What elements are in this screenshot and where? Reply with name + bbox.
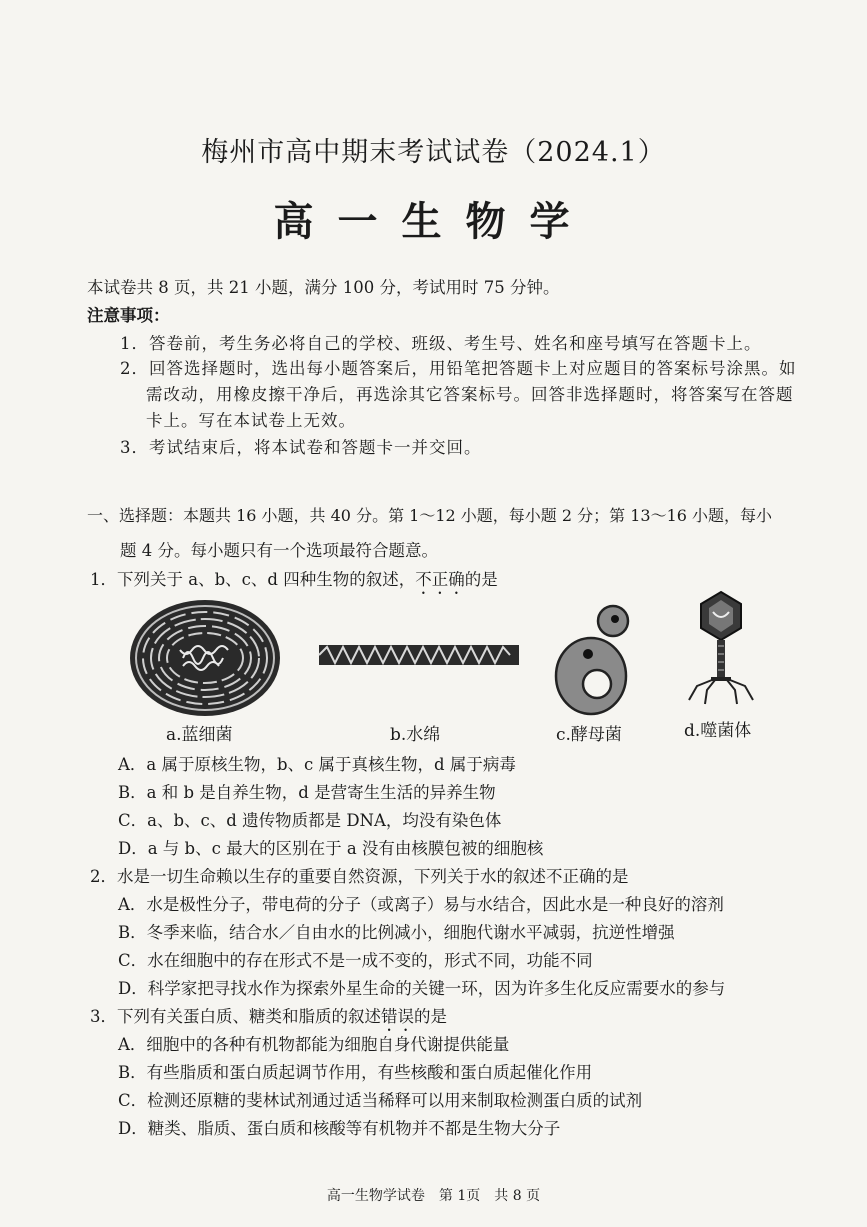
note-2-cont: 需改动，用橡皮擦干净后，再选涂其它答案标号。回答非选择题时，将答案写在答题 [146, 385, 794, 404]
section-1-heading: 一、选择题：本题共 16 小题，共 40 分。第 1～12 小题，每小题 2 分；第 13～16 小题，每小 [87, 506, 773, 525]
note-3: 3．考试结束后，将本试卷和答题卡一并交回。 [120, 438, 482, 457]
question-2-option-a: A．水是极性分子，带电荷的分子（或离子）易与水结合，因此水是一种良好的溶剂 [118, 895, 724, 914]
question-3-option-b: B．有些脂质和蛋白质起调节作用，有些核酸和蛋白质起催化作用 [118, 1063, 593, 1082]
question-1-option-b: B．a 和 b 是自养生物，d 是营寄生生活的异养生物 [118, 783, 496, 802]
figure-label-d: d.噬菌体 [684, 721, 752, 741]
question-1-stem-pre: 1．下列关于 a、b、c、d 四种生物的叙述， [90, 570, 416, 589]
question-1-stem-post: 的是 [464, 570, 498, 589]
figure-label-b: b.水绵 [390, 725, 441, 745]
question-3-option-c: C．检测还原糖的斐林试剂通过适当稀释可以用来制取检测蛋白质的试剂 [118, 1091, 643, 1110]
question-2-stem: 2．水是一切生命赖以生存的重要自然资源，下列关于水的叙述不正确的是 [90, 867, 629, 886]
spirogyra-illustration [318, 643, 520, 667]
question-1-option-a: A．a 属于原核生物，b、c 属于真核生物，d 属于病毒 [118, 755, 516, 774]
section-1-heading-cont: 题 4 分。每小题只有一个选项最符合题意。 [120, 541, 438, 560]
subject-title: 高一生物学 [273, 199, 594, 245]
exam-title: 梅州市高中期末考试试卷（2024.1） [201, 137, 666, 168]
question-2-option-b: B．冬季来临，结合水／自由水的比例减小，细胞代谢水平减弱，抗逆性增强 [118, 923, 675, 942]
question-1-stem [90, 566, 498, 598]
question-2-option-c: C．水在细胞中的存在形式不是一成不变的，形式不同，功能不同 [118, 951, 593, 970]
exam-intro: 本试卷共 8 页，共 21 小题，满分 100 分，考试用时 75 分钟。 [87, 278, 560, 297]
bacteriophage-illustration [685, 590, 757, 708]
note-1: 1．答卷前，考生务必将自己的学校、班级、考生号、姓名和座号填写在答题卡上。 [120, 334, 762, 353]
cyanobacterium-illustration [128, 598, 283, 718]
question-1-option-d: D．a 与 b、c 最大的区别在于 a 没有由核膜包被的细胞核 [118, 839, 544, 858]
question-3-stem-post: 的是 [414, 1007, 447, 1026]
question-3-stem-pre: 3．下列有关蛋白质、糖类和脂质的叙述 [90, 1007, 381, 1026]
note-2: 2．回答选择题时，选出每小题答案后，用铅笔把答题卡上对应题目的答案标号涂黑。如 [120, 359, 797, 378]
figure-label-c: c.酵母菌 [556, 725, 622, 745]
notes-heading: 注意事项： [87, 306, 170, 325]
question-3-emphasis: 错误 [381, 1007, 414, 1026]
figure-label-a: a.蓝细菌 [166, 725, 233, 745]
question-3-option-d: D．糖类、脂质、蛋白质和核酸等有机物并不都是生物大分子 [118, 1119, 561, 1138]
yeast-illustration [553, 604, 635, 716]
note-2-cont-2: 卡上。写在本试卷上无效。 [146, 411, 356, 430]
question-1-emphasis: 不正确 [415, 570, 465, 589]
question-2-option-d: D．科学家把寻找水作为探索外星生命的关键一环，因为许多生化反应需要水的参与 [118, 979, 726, 998]
question-3-option-a: A．细胞中的各种有机物都能为细胞自身代谢提供能量 [118, 1035, 510, 1054]
question-1-option-c: C．a、b、c、d 遗传物质都是 DNA，均没有染色体 [118, 811, 502, 830]
page-footer: 高一生物学试卷 第 1页 共 8 页 [326, 1188, 541, 1204]
